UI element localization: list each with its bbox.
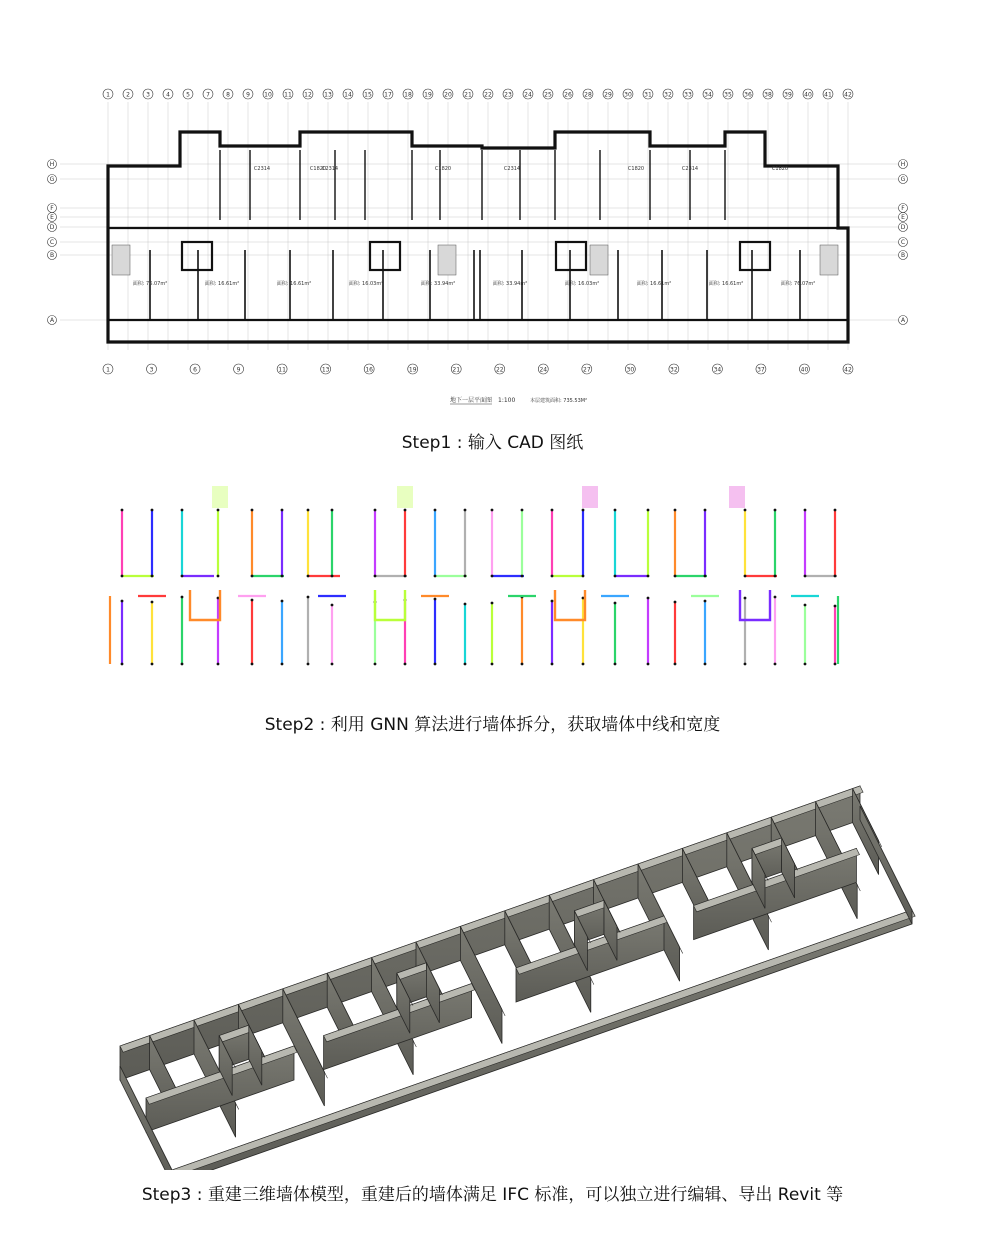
axis-label: 39 [784, 91, 792, 99]
wall-node [804, 663, 807, 666]
axis-label: 28 [584, 91, 592, 99]
axis-label: 30 [626, 366, 635, 374]
wall-node [464, 509, 467, 512]
3d-wall-model [0, 780, 985, 1170]
wall-node [647, 663, 650, 666]
room-code: C1820 [771, 166, 789, 172]
wall-node [121, 600, 124, 603]
wall-node [251, 663, 254, 666]
axis-label: 25 [544, 91, 552, 99]
cad-walls [108, 132, 848, 342]
wall-node [491, 509, 494, 512]
wall-node [151, 575, 154, 578]
wall-node [464, 575, 467, 578]
axis-label: F [50, 205, 54, 213]
wall-node [281, 575, 284, 578]
3d-wall-top [860, 806, 915, 916]
axis-label: 6 [193, 366, 197, 374]
wall-segment [582, 486, 598, 508]
step3-caption: Step3 : 重建三维墙体模型，重建后的墙体满足 IFC 标准，可以独立进行编辑、导出 Revit 等 [141, 1185, 844, 1205]
wall-node [464, 603, 467, 606]
wall-node [744, 663, 747, 666]
wall-node [614, 509, 617, 512]
axis-label: 14 [344, 91, 352, 99]
axis-label: 32 [670, 366, 678, 374]
wall-node [307, 663, 310, 666]
axis-label: 9 [246, 91, 250, 99]
wall-segment [397, 486, 413, 508]
wall-node [582, 575, 585, 578]
wall-node [217, 663, 220, 666]
wall-node [331, 663, 334, 666]
wall-node [434, 575, 437, 578]
wall-node [744, 575, 747, 578]
axis-label: H [900, 161, 906, 169]
hatched-area [820, 245, 838, 275]
wall-node [151, 509, 154, 512]
axis-label: 21 [464, 91, 472, 99]
wall-node [521, 575, 524, 578]
wall-node [217, 509, 220, 512]
wall-node [704, 663, 707, 666]
wall-node [331, 604, 334, 607]
wall-node [121, 575, 124, 578]
wall-node [331, 575, 334, 578]
wall-node [181, 509, 184, 512]
wall-node [121, 663, 124, 666]
axis-label: 29 [604, 91, 612, 99]
wall-node [551, 600, 554, 603]
wall-node [834, 509, 837, 512]
axis-label: B [900, 252, 906, 260]
wall-node [804, 509, 807, 512]
wall-node [181, 663, 184, 666]
wall-node [434, 509, 437, 512]
axis-label: 31 [644, 91, 652, 99]
axis-label: 1 [106, 366, 110, 374]
cad-floor-plan [0, 80, 985, 410]
wall-node [521, 509, 524, 512]
room-code: C2314 [681, 166, 699, 172]
wall-node [491, 663, 494, 666]
room-area: 面积: 76.07m² [132, 281, 168, 287]
core-shaft [556, 242, 586, 270]
axis-label: 13 [321, 366, 330, 374]
wall-node [434, 598, 437, 601]
axis-label: 23 [504, 91, 512, 99]
axis-label: 10 [264, 91, 272, 99]
wall-node [251, 575, 254, 578]
drawing-scale: 1:100 [498, 397, 516, 404]
wall-node [181, 575, 184, 578]
axis-label: C [49, 239, 55, 247]
wall-node [774, 596, 777, 599]
axis-label: 42 [844, 91, 852, 99]
wall-node [647, 509, 650, 512]
axis-label: 42 [844, 366, 852, 374]
axis-label: 1 [106, 91, 110, 99]
wall-segment [555, 590, 585, 620]
axis-label: 11 [284, 91, 292, 99]
core-shaft [740, 242, 770, 270]
wall-node [374, 575, 377, 578]
wall-node [647, 597, 650, 600]
wall-node [434, 663, 437, 666]
drawing-title: 地下一层平面图 [450, 397, 493, 404]
axis-label: A [49, 317, 55, 325]
wall-segment [729, 486, 745, 508]
wall-node [834, 575, 837, 578]
wall-node [744, 509, 747, 512]
axis-label: 5 [186, 91, 190, 99]
wall-node [374, 663, 377, 666]
gnn-wall-segments [0, 478, 985, 688]
axis-label: 34 [713, 366, 722, 374]
wall-node [774, 509, 777, 512]
room-code: C2314 [253, 166, 271, 172]
axis-label: 3 [146, 91, 150, 99]
room-code: C1820 [434, 166, 452, 172]
exterior-wall [108, 132, 848, 342]
hatched-area [438, 245, 456, 275]
wall-node [774, 663, 777, 666]
axis-label: E [901, 214, 905, 222]
3d-wall [860, 806, 912, 924]
room-area: 面积: 16.61m² [276, 281, 312, 287]
wall-node [674, 575, 677, 578]
axis-label: 40 [804, 91, 812, 99]
wall-node [307, 596, 310, 599]
room-area: 面积: 76.07m² [780, 281, 816, 287]
wall-node [704, 600, 707, 603]
wall-node [834, 663, 837, 666]
axis-label: 7 [206, 91, 210, 99]
wall-node [251, 599, 254, 602]
wall-node [704, 509, 707, 512]
wall-node [491, 575, 494, 578]
room-area: 面积: 16.61m² [204, 281, 240, 287]
axis-label: 2 [126, 91, 130, 99]
hatched-area [112, 245, 130, 275]
room-code: C2314 [503, 166, 521, 172]
axis-label: G [49, 176, 55, 184]
axis-label: 33 [684, 91, 692, 99]
wall-segment [375, 590, 405, 620]
axis-label: E [50, 214, 54, 222]
wall-node [744, 597, 747, 600]
wall-node [464, 663, 467, 666]
wall-node [217, 575, 220, 578]
axis-label: 12 [304, 91, 312, 99]
wall-segment [212, 486, 228, 508]
axis-label: 17 [384, 91, 392, 99]
wall-node [582, 509, 585, 512]
wall-node [551, 575, 554, 578]
axis-label: 30 [624, 91, 632, 99]
axis-label: 8 [226, 91, 230, 99]
wall-node [151, 601, 154, 604]
wall-node [331, 509, 334, 512]
step2-caption: Step2 : 利用 GNN 算法进行墙体拆分，获取墙体中线和宽度 [264, 715, 721, 735]
room-code: C2314 [321, 166, 339, 172]
axis-label: 13 [324, 91, 332, 99]
wall-node [404, 509, 407, 512]
axis-label: B [49, 252, 55, 260]
axis-label: 24 [539, 366, 548, 374]
wall-node [121, 509, 124, 512]
wall-node [404, 575, 407, 578]
core-shaft [370, 242, 400, 270]
wall-node [181, 596, 184, 599]
wall-node [307, 575, 310, 578]
axis-label: 32 [664, 91, 672, 99]
room-code: C1820 [309, 166, 327, 172]
axis-label: 24 [524, 91, 532, 99]
wall-node [582, 663, 585, 666]
top-axis-labels [103, 89, 853, 99]
axis-label: 34 [704, 91, 712, 99]
wall-node [804, 575, 807, 578]
wall-node [307, 509, 310, 512]
axis-label: A [900, 317, 906, 325]
axis-label: 15 [364, 91, 372, 99]
wall-node [251, 509, 254, 512]
axis-label: 38 [764, 91, 772, 99]
bottom-axis-labels [103, 364, 853, 374]
wall-node [614, 575, 617, 578]
wall-node [521, 663, 524, 666]
wall-segment [190, 590, 220, 620]
wall-node [281, 600, 284, 603]
axis-label: 27 [583, 366, 591, 374]
core-shaft [182, 242, 212, 270]
axis-label: 40 [800, 366, 809, 374]
axis-label: 21 [452, 366, 461, 374]
wall-node [834, 605, 837, 608]
axis-label: 35 [724, 91, 732, 99]
axis-label: D [49, 224, 55, 232]
axis-label: C [900, 239, 906, 247]
drawing-area: 本层建筑面积: 735.53M² [530, 398, 588, 404]
room-area: 面积: 16.61m² [708, 281, 744, 287]
axis-label: 26 [564, 91, 572, 99]
wall-node [374, 509, 377, 512]
axis-label: 22 [495, 366, 504, 374]
wall-node [774, 575, 777, 578]
axis-label: 3 [149, 366, 154, 374]
axis-label: 11 [278, 366, 286, 374]
wall-node [281, 663, 284, 666]
wall-node [614, 602, 617, 605]
wall-node [404, 663, 407, 666]
axis-label: 36 [744, 91, 752, 99]
wall-node [674, 509, 677, 512]
room-code: C1820 [627, 166, 645, 172]
axis-label: 18 [404, 91, 412, 99]
axis-label: 19 [408, 366, 417, 374]
axis-label: 22 [484, 91, 492, 99]
step1-caption: Step1 : 输入 CAD 图纸 [401, 433, 584, 453]
wall-node [704, 575, 707, 578]
wall-node [151, 663, 154, 666]
room-area: 面积: 16.61m² [636, 281, 672, 287]
3d-wall-top [172, 910, 915, 1170]
axis-label: 9 [236, 366, 241, 374]
axis-label: 4 [166, 91, 170, 99]
wall-node [674, 663, 677, 666]
room-area: 面积: 16.03m² [348, 281, 384, 287]
wall-node [614, 663, 617, 666]
wall-node [804, 604, 807, 607]
axis-label: 20 [444, 91, 452, 99]
axis-label: G [900, 176, 906, 184]
hatched-area [590, 245, 608, 275]
room-area: 面积: 33.94m² [420, 281, 456, 287]
wall-node [491, 602, 494, 605]
wall-node [281, 509, 284, 512]
axis-label: 41 [824, 91, 832, 99]
wall-node [551, 509, 554, 512]
room-area: 面积: 33.94m² [492, 281, 528, 287]
axis-grid [60, 102, 905, 350]
axis-label: D [900, 224, 906, 232]
wall-node [647, 575, 650, 578]
axis-label: F [901, 205, 905, 213]
axis-label: 16 [365, 366, 373, 374]
axis-label: 19 [424, 91, 432, 99]
axis-label: H [49, 161, 55, 169]
axis-label: 37 [757, 366, 765, 374]
wall-node [551, 663, 554, 666]
wall-node [674, 601, 677, 604]
room-area: 面积: 16.03m² [564, 281, 600, 287]
